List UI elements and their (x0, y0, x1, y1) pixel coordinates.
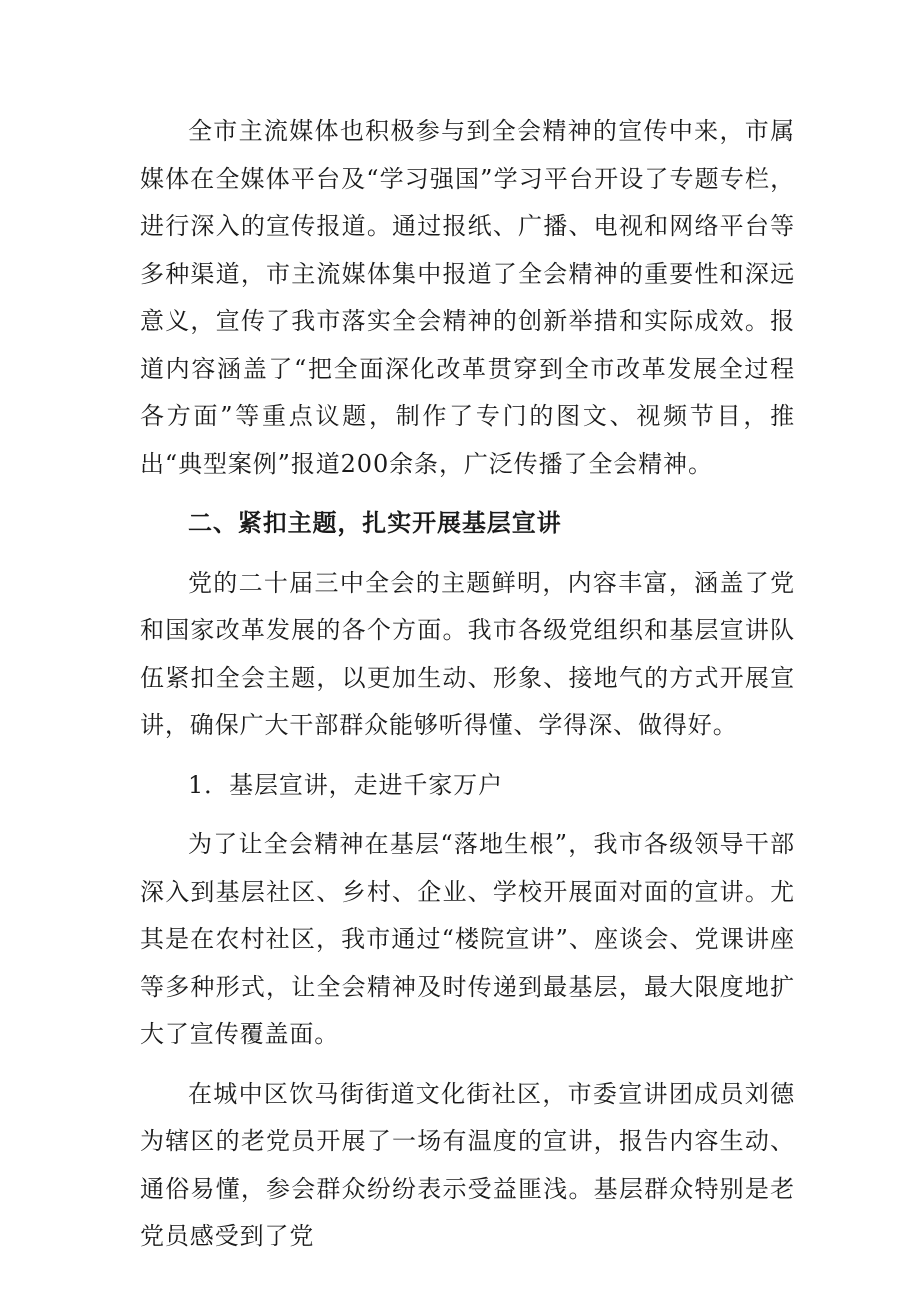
spacer (140, 1059, 795, 1071)
document-body (140, 108, 795, 1261)
paragraph-grassroots: 为了让全会精神在基层“落地生根”，我市各级领导干部深入到基层社区、乡村、企业、学校开展面对面的宣讲。尤其是在农村社区，我市通过“楼院宣讲”、座谈会、党课讲座等多种形式，让全会精神及时传递到最基层，最大限度地扩大了宣传覆盖面。 (140, 830, 795, 1048)
spacer (140, 809, 795, 821)
spacer (140, 750, 795, 762)
subsection-heading: 1．基层宣讲，走进千家万户 (188, 770, 503, 799)
paragraph-theme: 党的二十届三中全会的主题鲜明，内容丰富，涵盖了党和国家改革发展的各个方面。我市各级党组织和基层宣讲队伍紧扣全会主题，以更加生动、形象、接地气的方式开展宣讲，确保广大干部群众能够听得懂、学得深、做得好。 (140, 568, 795, 739)
section-heading: 二、紧扣主题，扎实开展基层宣讲 (188, 509, 562, 537)
spacer (140, 548, 795, 560)
spacer (140, 488, 795, 500)
paragraph-media-coverage: 全市主流媒体也积极参与到全会精神的宣传中来，市属媒体在全媒体平台及“学习强国”学习平台开设了专题专栏，进行深入的宣传报道。通过报纸、广播、电视和网络平台等多种渠道，市主流媒体集中报道了全会精神的重要性和深远意义，宣传了我市落实全会精神的创新举措和实际成效。报道内容涵盖了“把全面深化改革贯穿到全市改革发展全过程各方面”等重点议题，制作了专门的图文、视频节目，推出“典型案例”报道200余条，广泛传播了全会精神。 (140, 117, 795, 478)
paragraph-community-example: 在城中区饮马街街道文化街社区，市委宣讲团成员刘德为辖区的老党员开展了一场有温度的宣讲，报告内容生动、通俗易懂，参会群众纷纷表示受益匪浅。基层群众特别是老党员感受到了党 (140, 1079, 795, 1250)
